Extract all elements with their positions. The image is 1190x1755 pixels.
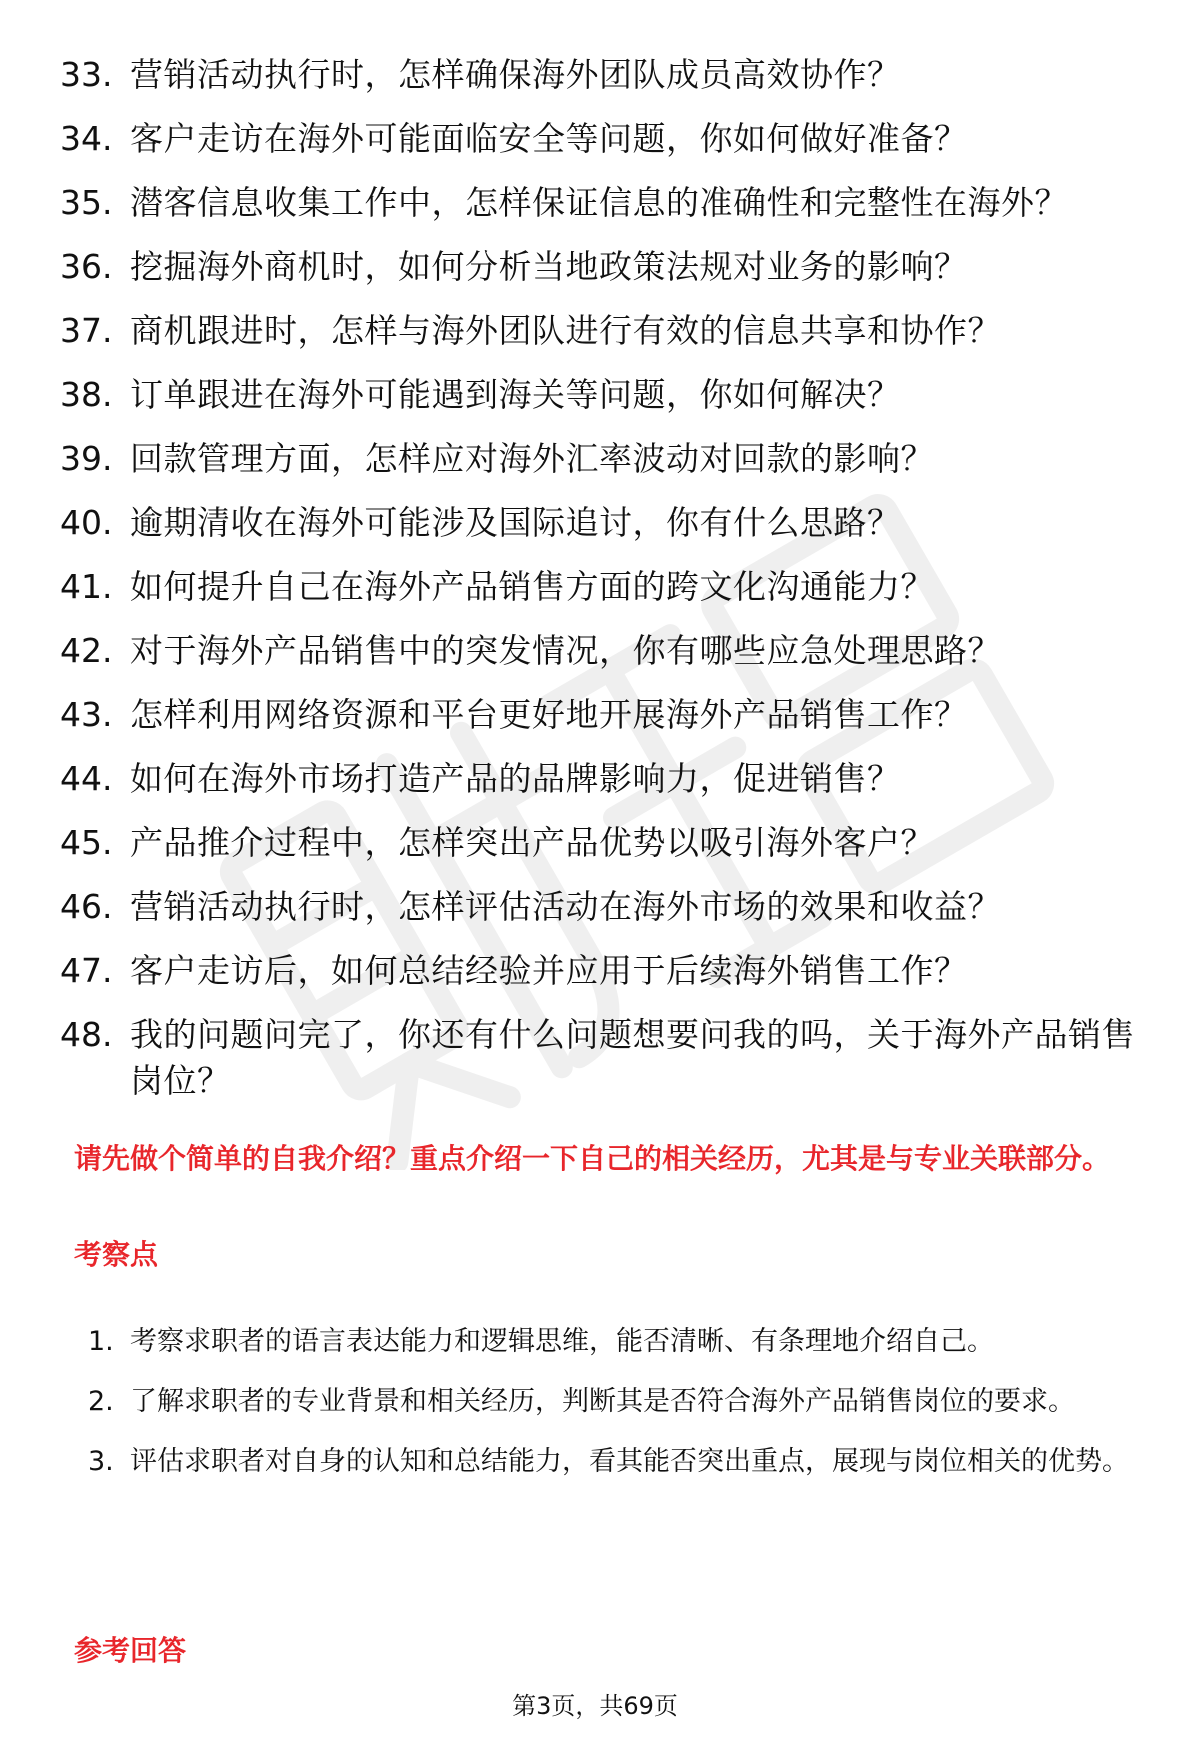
- question-text: 商机跟进时，怎样与海外团队进行有效的信息共享和协作？: [130, 311, 1001, 350]
- question-text: 客户走访在海外可能面临安全等问题，你如何做好准备？: [130, 119, 968, 158]
- question-item: [60, 628, 1150, 674]
- question-number: 33.: [60, 55, 113, 94]
- question-item: [60, 820, 1150, 866]
- question-number: 43.: [60, 695, 113, 734]
- section-title-reference-answer: 参考回答: [74, 1634, 187, 1667]
- question-item: [60, 1012, 1150, 1104]
- section-title-examination: 考察点: [74, 1238, 159, 1271]
- question-item: [60, 52, 1150, 98]
- question-text: 逾期清收在海外可能涉及国际追讨，你有什么思路？: [130, 503, 901, 542]
- question-text: 如何提升自己在海外产品销售方面的跨文化沟通能力？: [130, 567, 934, 606]
- point-number: 1.: [88, 1326, 114, 1357]
- question-text: 营销活动执行时，怎样评估活动在海外市场的效果和收益？: [130, 887, 1001, 926]
- question-item: [60, 756, 1150, 802]
- question-item: [60, 884, 1150, 930]
- point-number: 2.: [88, 1386, 114, 1417]
- question-number: 39.: [60, 439, 113, 478]
- question-item: [60, 372, 1150, 418]
- question-item: [60, 436, 1150, 482]
- question-number: 41.: [60, 567, 113, 606]
- question-item: [60, 180, 1150, 226]
- question-text: 挖掘海外商机时，如何分析当地政策法规对业务的影响？: [130, 247, 968, 286]
- question-text: 怎样利用网络资源和平台更好地开展海外产品销售工作？: [130, 695, 968, 734]
- question-number: 34.: [60, 119, 113, 158]
- question-item: [60, 500, 1150, 546]
- point-number: 3.: [88, 1446, 114, 1477]
- question-item: [60, 564, 1150, 610]
- question-item: [60, 948, 1150, 994]
- question-text: 我的问题问完了，你还有什么问题想要问我的吗，关于海外产品销售岗位？: [130, 1015, 1135, 1100]
- examination-point: [88, 1372, 1158, 1432]
- point-text: 评估求职者对自身的认知和总结能力，看其能否突出重点，展现与岗位相关的优势。: [130, 1446, 1129, 1477]
- question-item: [60, 308, 1150, 354]
- question-number: 48.: [60, 1015, 113, 1054]
- featured-question: 请先做个简单的自我介绍？重点介绍一下自己的相关经历，尤其是与专业关联部分。: [74, 1142, 1111, 1175]
- question-text: 订单跟进在海外可能遇到海关等问题，你如何解决？: [130, 375, 901, 414]
- question-text: 潜客信息收集工作中，怎样保证信息的准确性和完整性在海外？: [130, 183, 1068, 222]
- question-item: [60, 244, 1150, 290]
- point-text: 考察求职者的语言表达能力和逻辑思维，能否清晰、有条理地介绍自己。: [130, 1326, 994, 1357]
- question-text: 回款管理方面，怎样应对海外汇率波动对回款的影响？: [130, 439, 934, 478]
- examination-point: [88, 1312, 1158, 1372]
- question-text: 营销活动执行时，怎样确保海外团队成员高效协作？: [130, 55, 901, 94]
- page-footer: 第3页，共69页: [512, 1692, 678, 1720]
- examination-points: [88, 1312, 1158, 1492]
- question-number: 38.: [60, 375, 113, 414]
- question-number: 45.: [60, 823, 113, 862]
- question-number: 37.: [60, 311, 113, 350]
- point-text: 了解求职者的专业背景和相关经历，判断其是否符合海外产品销售岗位的要求。: [130, 1386, 1075, 1417]
- question-list: [60, 52, 1150, 1122]
- question-number: 42.: [60, 631, 113, 670]
- question-number: 40.: [60, 503, 113, 542]
- question-number: 35.: [60, 183, 113, 222]
- question-number: 44.: [60, 759, 113, 798]
- examination-point: [88, 1432, 1158, 1492]
- question-number: 36.: [60, 247, 113, 286]
- question-text: 如何在海外市场打造产品的品牌影响力，促进销售？: [130, 759, 901, 798]
- question-item: [60, 692, 1150, 738]
- question-text: 客户走访后，如何总结经验并应用于后续海外销售工作？: [130, 951, 968, 990]
- question-number: 46.: [60, 887, 113, 926]
- question-text: 产品推介过程中，怎样突出产品优势以吸引海外客户？: [130, 823, 934, 862]
- question-item: [60, 116, 1150, 162]
- question-number: 47.: [60, 951, 113, 990]
- question-text: 对于海外产品销售中的突发情况，你有哪些应急处理思路？: [130, 631, 1001, 670]
